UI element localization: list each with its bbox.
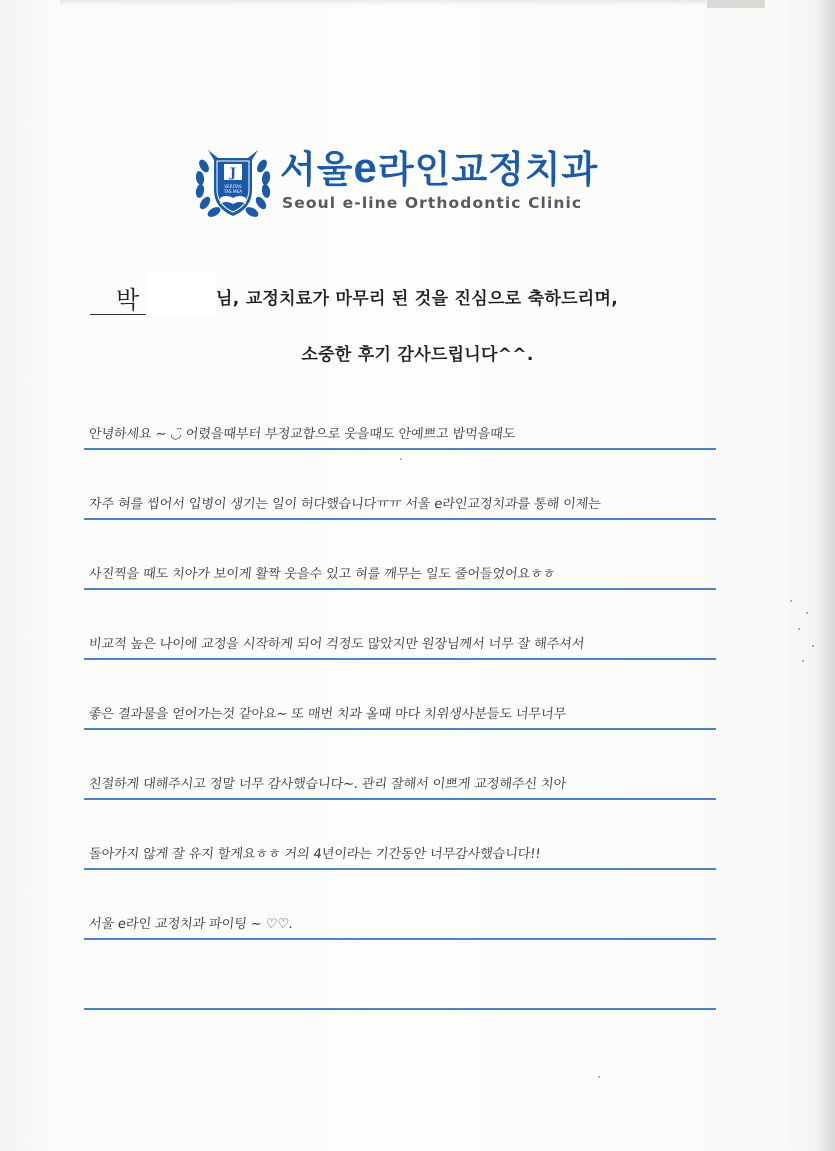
svg-text:J: J bbox=[229, 166, 237, 181]
review-line bbox=[84, 658, 716, 730]
clinic-name-prefix: 서울 bbox=[280, 148, 354, 191]
scan-speck bbox=[598, 1076, 600, 1078]
review-line bbox=[84, 588, 716, 660]
clinic-name-e: e bbox=[353, 144, 378, 191]
scan-speck bbox=[806, 612, 808, 614]
review-line-text: 친절하게 대해주시고 정말 너무 감사했습니다~. 관리 잘해서 이쁘게 교정해주신 치아 bbox=[88, 777, 567, 792]
review-line-text: 사진찍을 때도 치아가 보이게 활짝 웃을수 있고 혀를 깨무는 일도 줄어들었어요ㅎㅎ bbox=[88, 567, 556, 582]
clinic-name-korean bbox=[280, 146, 598, 192]
review-line-text: 자주 혀를 씹어서 입병이 생기는 일이 허다했습니다ㅠㅠ 서울 e라인교정치과를 통해 이제는 bbox=[88, 497, 602, 512]
scan-speck bbox=[798, 628, 800, 630]
ruled-line bbox=[84, 1008, 716, 1010]
paper-tab bbox=[707, 0, 765, 8]
clinic-logo bbox=[194, 140, 614, 224]
review-line bbox=[84, 728, 716, 800]
greeting-line bbox=[90, 282, 750, 318]
review-line-text: 좋은 결과물을 얻어가는것 같아요~ 또 매번 치과 올때 마다 치위생사분들도 너무너무 bbox=[88, 707, 567, 722]
svg-text:TAS MEA: TAS MEA bbox=[223, 189, 243, 194]
review-line-text: 비교적 높은 나이에 교정을 시작하게 되어 걱정도 많았지만 원장님께서 너무 잘 해주셔서 bbox=[88, 637, 585, 652]
clinic-emblem-icon bbox=[194, 144, 272, 222]
congratulations-message: 님, 교정치료가 마무리 된 것을 진심으로 축하드리며, bbox=[216, 289, 618, 309]
patient-name-handwritten: 박 bbox=[116, 286, 140, 314]
review-line bbox=[84, 938, 716, 1010]
scan-speck bbox=[812, 645, 814, 647]
review-line-text: 돌아가지 않게 잘 유지 할게요ㅎㅎ 거의 4년이라는 기간동안 너무감사했습니다!! bbox=[88, 847, 542, 862]
scan-speck bbox=[400, 458, 402, 460]
scan-edge-shadow bbox=[60, 0, 760, 6]
review-line bbox=[84, 518, 716, 590]
handwritten-review bbox=[0, 378, 835, 1018]
scan-speck bbox=[802, 660, 804, 662]
review-line-text: 안녕하세요 ~ ◡̈ 어렸을때부터 부정교합으로 웃을때도 안예쁘고 밥먹을때도 bbox=[88, 427, 516, 442]
scan-speck bbox=[790, 600, 792, 602]
svg-text:VERITAS: VERITAS bbox=[224, 184, 242, 189]
clinic-name-suffix: 라인교정치과 bbox=[377, 148, 599, 191]
thanks-message: 소중한 후기 감사드립니다^^. bbox=[301, 345, 534, 365]
clinic-name-english: Seoul e-line Orthodontic Clinic bbox=[282, 194, 583, 212]
review-line-text: 서울 e라인 교정치과 파이팅 ~ ♡♡. bbox=[88, 917, 294, 932]
review-line bbox=[84, 378, 716, 450]
name-redaction bbox=[146, 272, 216, 316]
review-line bbox=[84, 868, 716, 940]
review-line bbox=[84, 798, 716, 870]
